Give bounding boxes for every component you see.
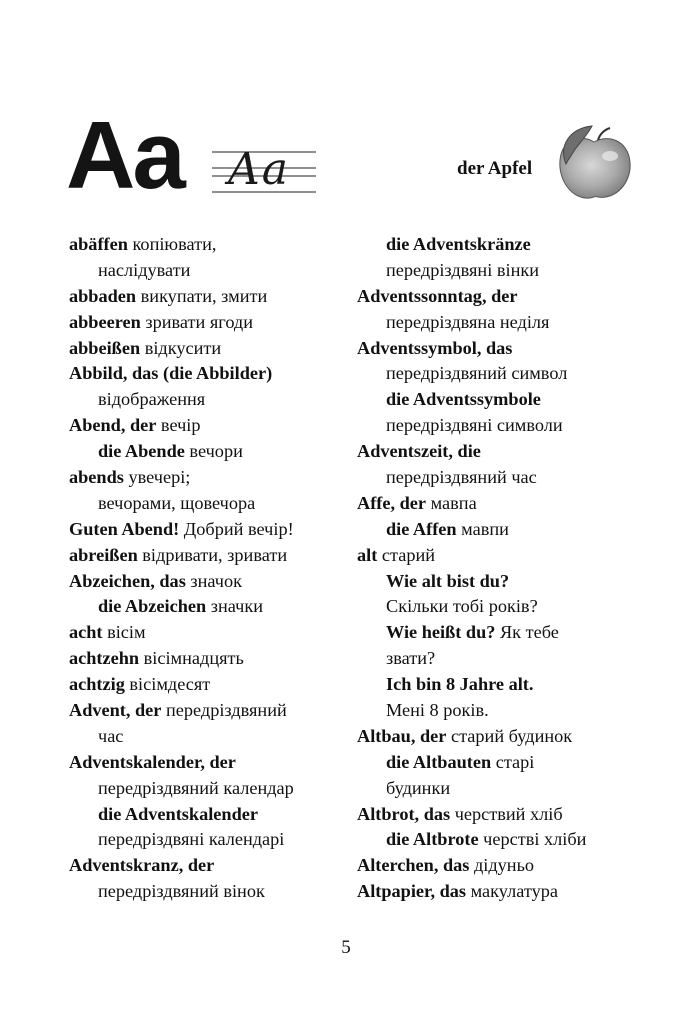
headword: acht — [69, 622, 103, 643]
dictionary-column-right — [357, 232, 657, 905]
dictionary-line — [69, 750, 344, 776]
headword: Adventszeit, die — [357, 441, 481, 462]
headword: die Abende — [98, 441, 185, 462]
dictionary-line — [357, 232, 657, 258]
dictionary-line — [69, 439, 344, 465]
dictionary-line — [69, 543, 344, 569]
dictionary-line — [357, 879, 657, 905]
translation: передріздвяні календарі — [98, 829, 285, 850]
translation: передріздвяний символ — [386, 363, 568, 384]
dictionary-line — [357, 646, 657, 672]
translation: макулатура — [466, 881, 559, 902]
dictionary-line — [69, 879, 344, 905]
dictionary-line — [357, 258, 657, 284]
dictionary-line — [69, 827, 344, 853]
dictionary-line — [69, 569, 344, 595]
dictionary-line — [69, 336, 344, 362]
picture-word: der Apfel — [457, 158, 533, 179]
dictionary-line — [69, 465, 344, 491]
translation: старий будинок — [446, 725, 573, 746]
translation: вечорами, щовечора — [98, 492, 256, 513]
dictionary-line — [69, 776, 344, 802]
dictionary-line — [357, 413, 657, 439]
translation: копіювати, — [127, 234, 217, 254]
dictionary-line — [357, 724, 657, 750]
headword: Adventskranz, der — [69, 855, 215, 876]
dictionary-line — [357, 336, 657, 362]
headword: abbeeren — [69, 311, 141, 332]
translation: значки — [206, 596, 263, 617]
headword: Advent, der — [69, 700, 162, 721]
dictionary-line — [357, 594, 657, 620]
dictionary-line — [69, 517, 344, 543]
dictionary-line — [357, 491, 657, 517]
translation: передріздвяний календар — [98, 777, 294, 798]
translation: передріздвяний час — [386, 467, 537, 488]
dictionary-line — [357, 698, 657, 724]
headword: Adventskalender, der — [69, 751, 236, 772]
dictionary-line — [69, 413, 344, 439]
dictionary-line — [69, 802, 344, 828]
translation: Як тебе — [495, 622, 559, 643]
headword: Abend, der — [69, 415, 157, 436]
dictionary-line — [69, 594, 344, 620]
headword: abends — [69, 467, 124, 488]
dictionary-column-left — [69, 232, 344, 905]
translation: відривати, зривати — [137, 544, 288, 565]
headword: die Affen — [386, 518, 457, 539]
headword: die Adventskalender — [98, 803, 258, 824]
headword: Adventssymbol, das — [357, 337, 513, 358]
translation: вісім — [102, 622, 146, 643]
headword: die Adventskränze — [386, 234, 531, 254]
dictionary-line — [69, 284, 344, 310]
headword: Altbau, der — [357, 725, 447, 746]
dictionary-line — [357, 465, 657, 491]
headword: achtzehn — [69, 648, 140, 669]
handwriting-letters: Aa — [228, 144, 291, 195]
dictionary-line — [69, 310, 344, 336]
headword: abbaden — [69, 285, 137, 306]
translation: мавпа — [426, 492, 477, 513]
dictionary-line — [357, 827, 657, 853]
dictionary-line — [69, 724, 344, 750]
dictionary-line — [357, 284, 657, 310]
page-header — [0, 0, 692, 230]
dictionary-line — [357, 672, 657, 698]
headword: alt — [357, 544, 378, 565]
headword: Adventssonntag, der — [357, 285, 518, 306]
translation: вісімдесят — [124, 674, 211, 695]
dictionary-line — [357, 802, 657, 828]
translation: викупати, змити — [136, 285, 268, 306]
translation: наслідувати — [98, 259, 191, 280]
translation: старі — [491, 751, 535, 772]
headword: abäffen — [69, 234, 128, 254]
dictionary-line — [69, 620, 344, 646]
headword: die Adventssymbole — [386, 389, 541, 410]
headword: Affe, der — [357, 492, 427, 513]
translation: Мені 8 років. — [386, 700, 489, 721]
headword: abreißen — [69, 544, 138, 565]
translation: черстві хліби — [478, 829, 587, 850]
headword: die Abzeichen — [98, 596, 207, 617]
dictionary-line — [357, 750, 657, 776]
headword: Abzeichen, das — [69, 570, 186, 591]
translation: черствий хліб — [450, 803, 563, 824]
dictionary-line — [357, 543, 657, 569]
dictionary-line — [69, 258, 344, 284]
dictionary-line — [357, 310, 657, 336]
dictionary-line — [357, 569, 657, 595]
dictionary-line — [69, 646, 344, 672]
translation: будинки — [386, 777, 451, 798]
dictionary-line — [69, 232, 344, 258]
translation: старий — [377, 544, 436, 565]
headword: abbeißen — [69, 337, 141, 358]
dictionary-line — [357, 853, 657, 879]
headword: Guten Abend! — [69, 518, 180, 539]
translation: мавпи — [456, 518, 509, 539]
dictionary-line — [357, 620, 657, 646]
translation: значок — [185, 570, 242, 591]
dictionary-line — [69, 853, 344, 879]
translation: передріздвяні символи — [386, 415, 563, 436]
translation: вечори — [184, 441, 243, 462]
translation: Добрий вечір! — [179, 518, 294, 539]
headword: Altpapier, das — [357, 881, 467, 902]
headword: Ich bin 8 Jahre alt. — [386, 674, 534, 695]
headword: die Altbrote — [386, 829, 479, 850]
translation: передріздвяний — [161, 700, 287, 721]
dictionary-line — [357, 387, 657, 413]
dictionary-line — [357, 439, 657, 465]
translation: передріздвяний вінок — [98, 881, 265, 902]
headword: Alterchen, das — [357, 855, 470, 876]
headword: Wie heißt du? — [386, 622, 496, 643]
dictionary-line — [357, 776, 657, 802]
headword: achtzig — [69, 674, 125, 695]
headword: Altbrot, das — [357, 803, 451, 824]
translation: вісімнадцять — [139, 648, 244, 669]
translation: передріздвяна неділя — [386, 311, 550, 332]
handwriting-sample — [212, 146, 316, 198]
headword: Wie alt bist du? — [386, 570, 510, 591]
translation: відкусити — [140, 337, 222, 358]
translation: час — [98, 725, 124, 746]
translation: відображення — [98, 389, 206, 410]
page-number: 5 — [341, 937, 351, 958]
dictionary-line — [69, 698, 344, 724]
dictionary-line — [69, 672, 344, 698]
translation: вечір — [156, 415, 201, 436]
dictionary-line — [69, 491, 344, 517]
dictionary-line — [69, 387, 344, 413]
translation: зривати ягоди — [140, 311, 254, 332]
translation: дідуньо — [469, 855, 535, 876]
dictionary-line — [357, 517, 657, 543]
translation: передріздвяні вінки — [386, 259, 540, 280]
dictionary-line — [69, 361, 344, 387]
translation: звати? — [386, 648, 436, 669]
apple-icon — [552, 124, 636, 204]
letter-heading: Aa — [66, 102, 183, 209]
headword: Abbild, das (die Abbilder) — [69, 363, 273, 384]
dictionary-line — [357, 361, 657, 387]
headword: die Altbauten — [386, 751, 492, 772]
translation: увечері; — [123, 467, 191, 488]
translation: Скільки тобі років? — [386, 596, 538, 617]
